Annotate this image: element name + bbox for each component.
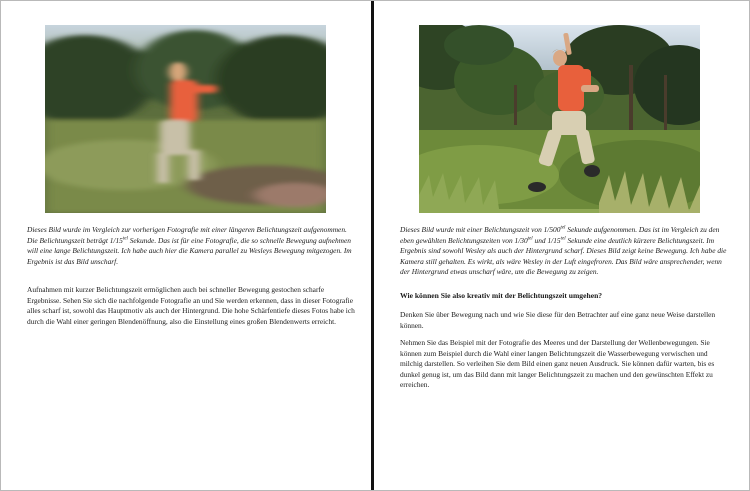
body-paragraph-left: Aufnahmen mit kurzer Belichtungszeit ermöglichen auch bei schneller Bewegung gestochen scharfe Ergebnisse. Sehen Sie sich die nachfolgende Fotografie an und Sie werden erkennen, dass in dieser Fotografie alles scharf ist, sowohl das Hauptmotiv als auch der Hintergrund. Die hohe Schärfentiefe dieses Fotos habe ich durch die Wahl einer geringen Blendenöffnung, also die Einstellung eines großen Blendenwerts erreicht. [27, 285, 355, 326]
page-left [1, 1, 371, 490]
sharp-photo-graphic [419, 25, 700, 213]
photo-blurred-jump [45, 25, 326, 213]
page-right [374, 1, 749, 490]
body-paragraph-right-1: Denken Sie über Bewegung nach und wie Sie diese für den Betrachter auf eine ganz neue Weise darstellen können. [400, 310, 716, 330]
photo-caption-right: Dieses Bild wurde mit einer Belichtungszeit von $1/500^{tel}$ Sekunde aufgenommen. Das ist im Vergleich zu den eben gewählten Belichtungszeiten von $1/30^{tel}$ und $1/15^{tel}$ Sekunde eine deutlich kürzere Belichtungszeit. Im Ergebnis sind sowohl Wesley als auch der Hintergrund scharf. Dieses Bild zeigt keine Bewegung. Ich habe die Kamera still gehalten. Es wirkt, als wäre Wesley in der Luft eingefroren. Das Bild wäre ansprechender, wenn der Hintergrund etwas unscharf wäre, um die Bewegung zu zeigen. [400, 225, 727, 277]
section-heading: Wie können Sie also kreativ mit der Belichtungszeit umgehen? [400, 291, 603, 300]
photo-caption-left: Dieses Bild wurde im Vergleich zur vorherigen Fotografie mit einer längeren Belichtungszeit aufgenommen. Die Belichtungszeit beträgt $1/15^{tel}$ Sekunde. Das ist für eine Fotografie, die so schnelle Bewegung aufnehmen will eine lange Belichtungszeit. Ich habe auch hier die Kamera parallel zu Wesleys Bewegung mitgezogen. Im Ergebnis ist das Bild unscharf. [27, 225, 352, 266]
blurred-photo-graphic [45, 25, 326, 213]
body-paragraph-right-2: Nehmen Sie das Beispiel mit der Fotografie des Meeres und der Darstellung der Wellenbewegungen. Sie können zum Beispiel durch die Wahl einer langen Belichtungszeit die Wasserbewegung verwischen und milchig darstellen. So verleihen Sie dem Bild einen ganz neuen Ausdruck. Sie können dafür warten, bis es dunkel genug ist, um das Bild dann mit langer Belichtungszeit zu machen und den gewünschten Effekt zu erreichen. [400, 338, 715, 390]
photo-sharp-jump [419, 25, 700, 213]
